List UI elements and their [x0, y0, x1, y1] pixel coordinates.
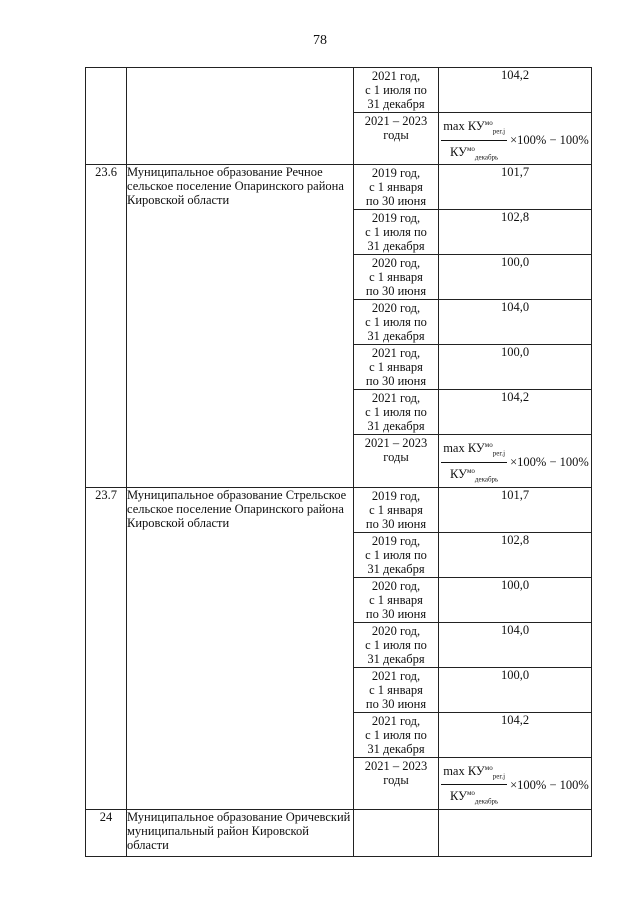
formula-numerator: [441, 438, 507, 463]
period-cell: [354, 255, 439, 300]
period-text: 2021 год, с 1 января по 30 июня: [365, 668, 427, 711]
period-text: 2021 год, с 1 июля по 31 декабря: [365, 713, 427, 756]
period-text: 2019 год, с 1 июля по 31 декабря: [365, 533, 427, 576]
municipality-name: Муниципальное образование Речное сельское поселение Опаринского района Кировской области: [127, 165, 354, 487]
period-cell: [354, 165, 439, 210]
formula-denominator-sup: мо: [466, 144, 475, 153]
formula-denominator: [441, 141, 507, 165]
formula-numerator-sub: рег.j: [492, 772, 506, 781]
table-row: [86, 487, 592, 532]
table-row: [86, 809, 592, 856]
formula-denominator: [441, 785, 507, 809]
formula-cell: [439, 435, 592, 487]
period-cell: [354, 757, 439, 809]
period-cell: [354, 390, 439, 435]
period-text: 2021 – 2023 годы: [364, 758, 428, 787]
period-text: 2019 год, с 1 января по 30 июня: [365, 166, 427, 209]
formula-numerator-text: max КУ: [443, 441, 485, 456]
period-cell: [354, 667, 439, 712]
formula-denominator-text: КУ: [450, 144, 467, 159]
period-text: 2021 – 2023 годы: [364, 436, 428, 465]
index-value: 102,8: [439, 532, 592, 577]
formula-denominator-sub: декабрь: [474, 153, 499, 162]
formula-numerator-text: max КУ: [443, 119, 485, 134]
formula-numerator-sup: мо: [484, 441, 493, 450]
period-text: 2020 год, с 1 июля по 31 декабря: [365, 301, 427, 344]
formula-cell: [439, 757, 592, 809]
page-number: 78: [313, 33, 327, 48]
municipality-cell: [127, 68, 354, 165]
period-text: 2019 год, с 1 января по 30 июня: [365, 488, 427, 531]
index-value: 101,7: [439, 487, 592, 532]
index-value: 100,0: [439, 345, 592, 390]
period-text: 2020 год, с 1 января по 30 июня: [365, 578, 427, 621]
period-text: 2021 – 2023 годы: [364, 114, 428, 142]
formula-denominator-text: КУ: [450, 789, 467, 804]
index-value: 104,0: [439, 300, 592, 345]
index-value: 102,8: [439, 210, 592, 255]
formula-suffix: ×100% − 100%: [510, 455, 589, 470]
index-value: 104,2: [439, 390, 592, 435]
formula-denominator-sub: декабрь: [474, 475, 499, 484]
period-cell: [354, 435, 439, 487]
formula-suffix: ×100% − 100%: [510, 777, 589, 792]
formula-numerator-sup: мо: [484, 119, 493, 127]
formula-denominator-sup: мо: [466, 789, 475, 798]
index-formula: [439, 758, 591, 809]
period-text: 2021 год, с 1 июля по 31 декабря: [365, 69, 427, 111]
index-value: 104,0: [439, 622, 592, 667]
period-cell: [354, 300, 439, 345]
period-cell: [354, 68, 439, 113]
index-value: 104,2: [439, 712, 592, 757]
period-cell: [354, 809, 439, 856]
period-text: 2021 год, с 1 января по 30 июня: [365, 346, 427, 389]
formula-numerator-sup: мо: [484, 763, 493, 772]
index-value: 101,7: [439, 165, 592, 210]
formula-numerator-text: max КУ: [443, 763, 485, 778]
row-number-cell: [86, 68, 127, 165]
table-row: [86, 68, 592, 113]
period-text: 2020 год, с 1 января по 30 июня: [365, 256, 427, 299]
index-value: 104,2: [439, 68, 592, 113]
formula-denominator-text: КУ: [450, 467, 467, 482]
period-cell: [354, 532, 439, 577]
formula-fraction: [441, 116, 507, 164]
period-cell: [354, 622, 439, 667]
period-cell: [354, 210, 439, 255]
formula-cell: [439, 113, 592, 165]
tariff-table: [85, 67, 592, 857]
formula-denominator-sup: мо: [466, 466, 475, 475]
formula-fraction: [441, 761, 507, 809]
period-cell: [354, 487, 439, 532]
formula-denominator-sub: декабрь: [474, 797, 499, 806]
index-formula: [439, 435, 591, 486]
formula-numerator: [441, 761, 507, 786]
period-text: 2021 год, с 1 июля по 31 декабря: [365, 391, 427, 434]
formula-fraction: [441, 438, 507, 486]
formula-numerator-sub: рег.j: [492, 127, 506, 136]
municipality-name: Муниципальное образование Стрельское сельское поселение Опаринского района Кировской области: [127, 487, 354, 809]
formula-numerator: [441, 116, 507, 141]
row-number: 24: [86, 809, 127, 856]
period-cell: [354, 113, 439, 165]
index-value: 100,0: [439, 577, 592, 622]
index-value: 100,0: [439, 667, 592, 712]
row-number: 23.6: [86, 165, 127, 487]
period-text: 2020 год, с 1 июля по 31 декабря: [365, 623, 427, 666]
table-row: [86, 165, 592, 210]
row-number: 23.7: [86, 487, 127, 809]
period-cell: [354, 345, 439, 390]
period-cell: [354, 577, 439, 622]
index-value: 100,0: [439, 255, 592, 300]
formula-numerator-sub: рег.j: [492, 449, 506, 458]
index-formula: [439, 113, 591, 164]
index-value: [439, 809, 592, 856]
formula-suffix: ×100% − 100%: [510, 133, 589, 148]
period-cell: [354, 712, 439, 757]
formula-denominator: [441, 463, 507, 487]
period-text: 2019 год, с 1 июля по 31 декабря: [365, 211, 427, 254]
municipality-name: Муниципальное образование Оричевский муниципальный район Кировской области: [127, 809, 354, 856]
